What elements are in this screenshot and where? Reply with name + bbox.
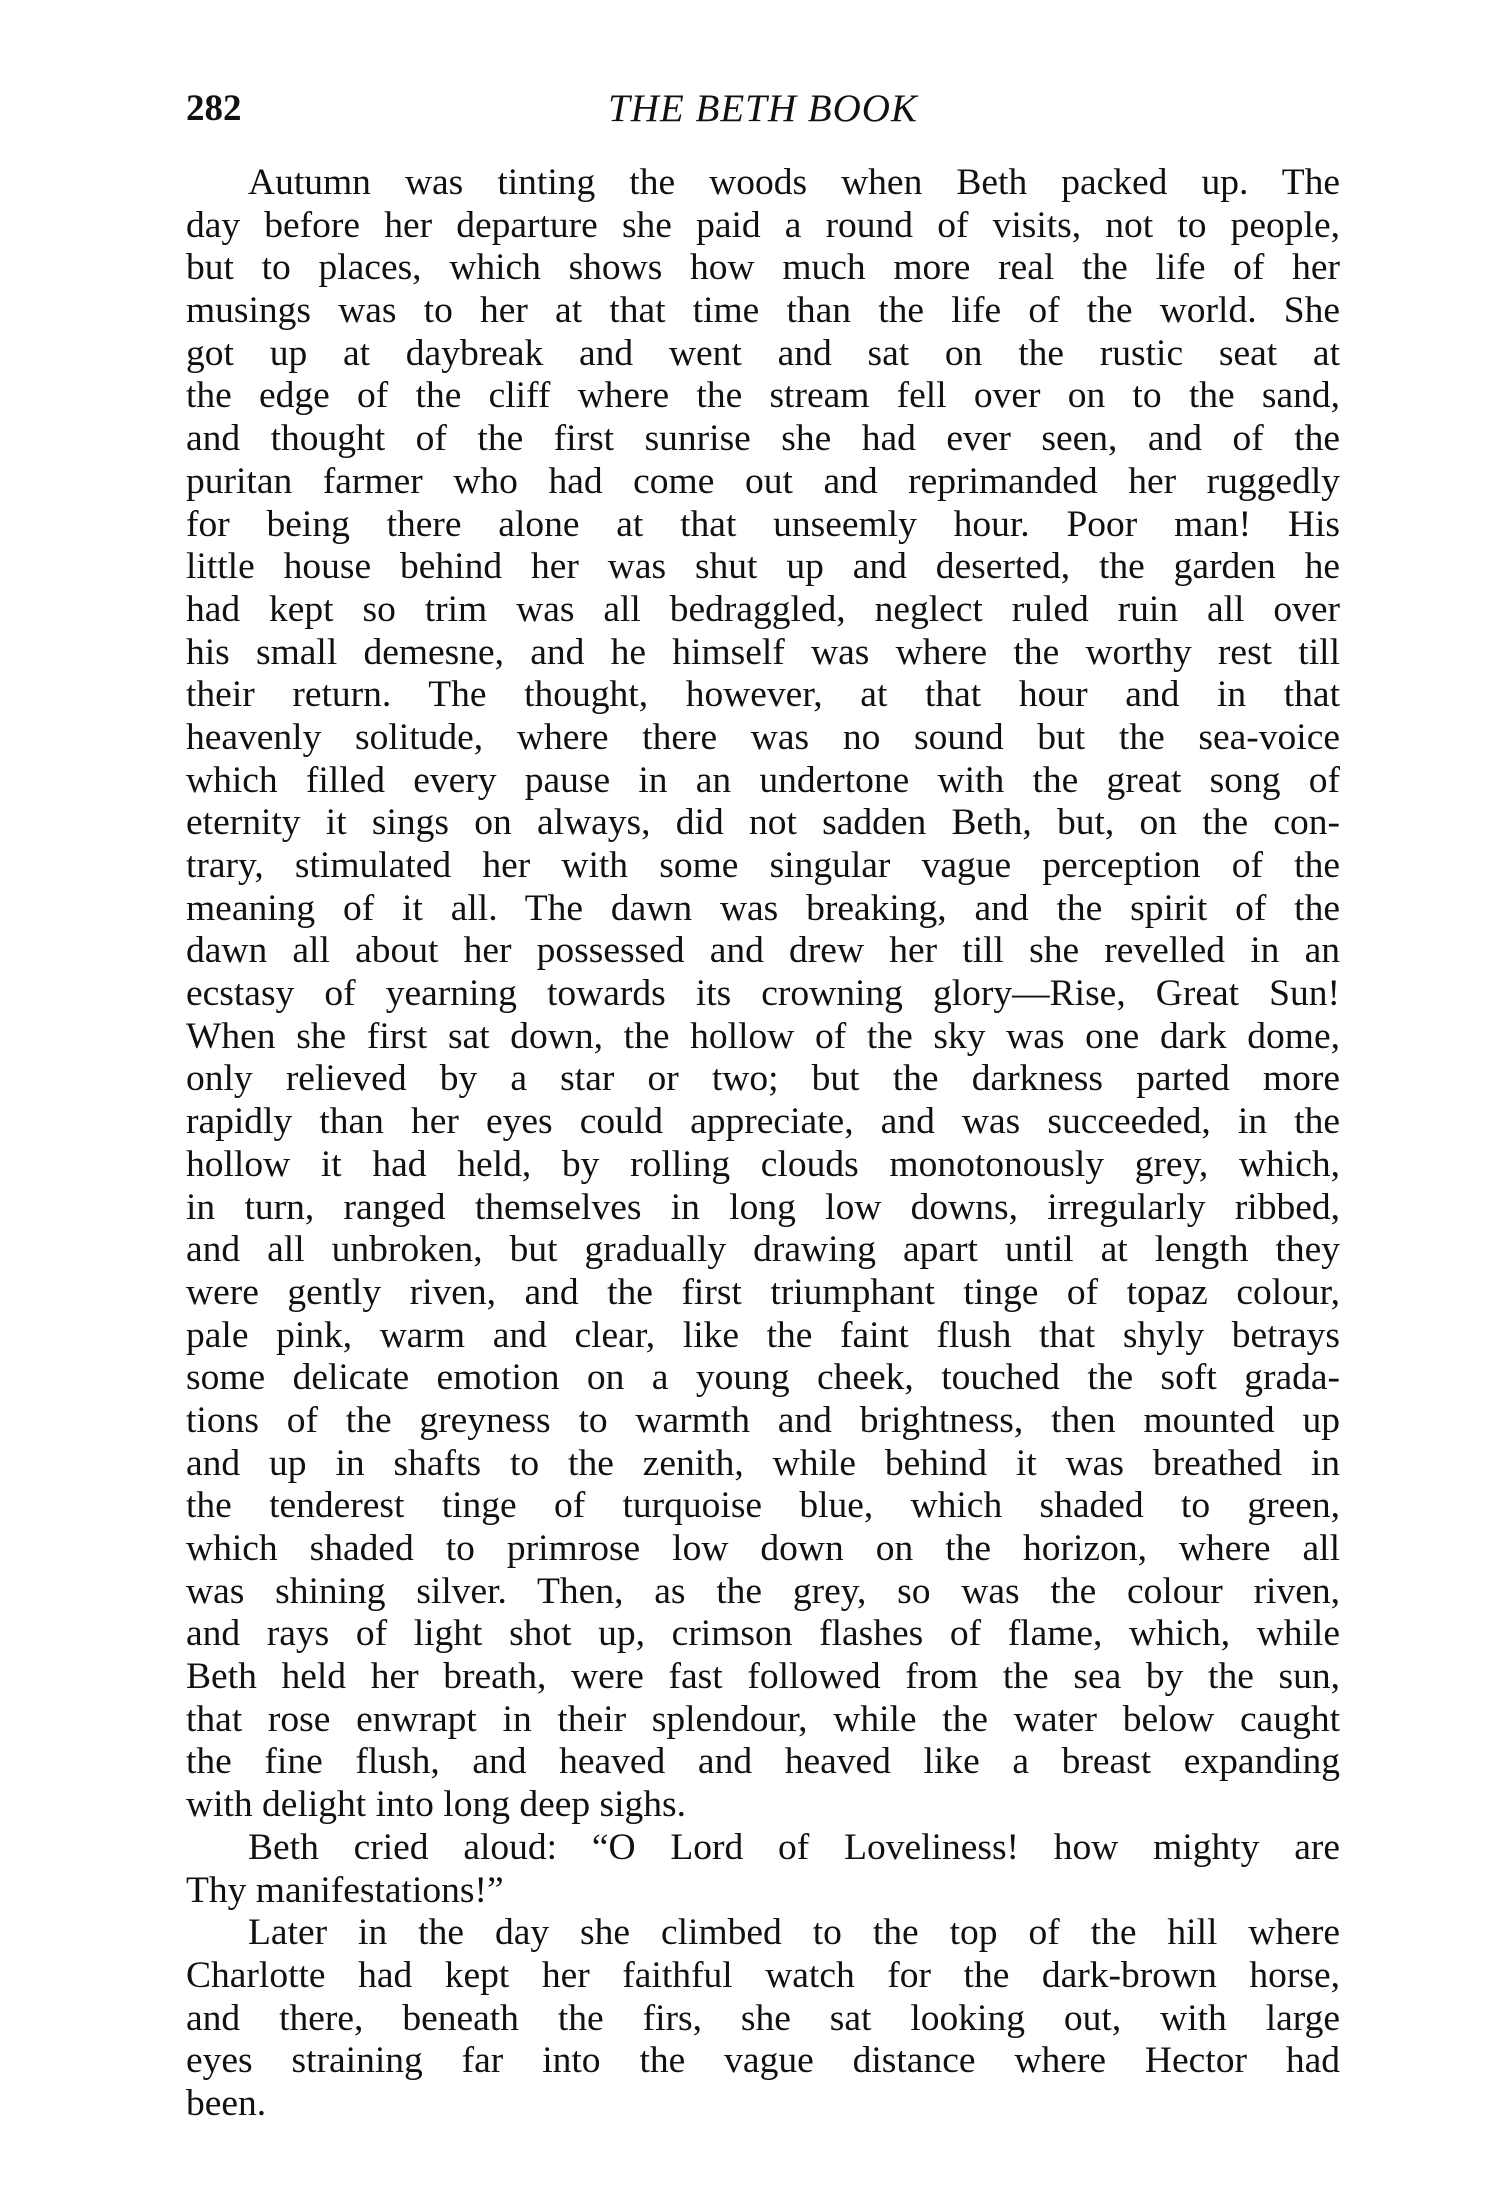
text-line: and rays of light shot up, crimson flashes of flame, which, while [186, 1613, 1340, 1655]
text-line: Thy manifestations!” [186, 1869, 504, 1911]
body-text [186, 162, 1340, 2126]
text-line: dawn all about her possessed and drew her till she revelled in an [186, 930, 1340, 972]
text-line: with delight into long deep sighs. [186, 1784, 686, 1826]
text-line: eyes straining far into the vague distance where Hector had [186, 2040, 1340, 2082]
text-line: day before her departure she paid a round of visits, not to people, [186, 204, 1340, 246]
paragraph [186, 1912, 1340, 2125]
page-number: 282 [186, 88, 242, 129]
text-line: that rose enwrapt in their splendour, while the water below caught [186, 1698, 1340, 1740]
paragraph [186, 1827, 1340, 1912]
text-line: Later in the day she climbed to the top of the hill where [248, 1912, 1340, 1954]
text-line: little house behind her was shut up and deserted, the garden he [186, 546, 1340, 588]
running-title: THE BETH BOOK [608, 87, 918, 130]
text-line: been. [186, 2082, 267, 2124]
text-line: trary, stimulated her with some singular vague perception of the [186, 845, 1340, 886]
text-line: Autumn was tinting the woods when Beth packed up. The [248, 162, 1340, 203]
text-line: his small demesne, and he himself was where the worthy rest till [186, 631, 1340, 673]
text-line: but to places, which shows how much more real the life of her [186, 247, 1340, 289]
text-line: and thought of the first sunrise she had ever seen, and of the [186, 418, 1340, 460]
paragraph [186, 162, 1340, 1827]
text-line: for being there alone at that unseemly hour. Poor man! His [186, 503, 1340, 545]
text-line: some delicate emotion on a young cheek, touched the soft grada- [186, 1357, 1340, 1399]
text-line: the tenderest tinge of turquoise blue, which shaded to green, [186, 1485, 1340, 1527]
text-line: were gently riven, and the first triumphant tinge of topaz colour, [186, 1271, 1340, 1313]
text-line: When she first sat down, the hollow of the sky was one dark dome, [186, 1015, 1340, 1057]
text-line: which shaded to primrose low down on the horizon, where all [186, 1528, 1340, 1569]
text-line: pale pink, warm and clear, like the faint flush that shyly betrays [186, 1314, 1340, 1356]
text-line: musings was to her at that time than the life of the world. She [186, 290, 1340, 332]
text-line: meaning of it all. The dawn was breaking, and the spirit of the [186, 887, 1340, 929]
text-line: was shining silver. Then, as the grey, so was the colour riven, [186, 1570, 1340, 1612]
text-line: and all unbroken, but gradually drawing apart until at length they [186, 1229, 1340, 1271]
text-line: the fine flush, and heaved and heaved like a breast expanding [186, 1741, 1340, 1783]
text-line: Charlotte had kept her faithful watch for the dark-brown horse, [186, 1954, 1340, 1996]
text-line: puritan farmer who had come out and reprimanded her ruggedly [186, 460, 1340, 502]
text-line: eternity it sings on always, did not sadden Beth, but, on the con- [186, 802, 1340, 844]
text-line: and there, beneath the firs, she sat looking out, with large [186, 1997, 1340, 2039]
text-line: only relieved by a star or two; but the darkness parted more [186, 1058, 1340, 1100]
text-line: which filled every pause in an undertone with the great song of [186, 759, 1340, 801]
text-line: tions of the greyness to warmth and brightness, then mounted up [186, 1399, 1340, 1441]
text-line: ecstasy of yearning towards its crowning glory—Rise, Great Sun! [186, 973, 1340, 1015]
text-line: in turn, ranged themselves in long low downs, irregularly ribbed, [186, 1186, 1340, 1228]
text-line: rapidly than her eyes could appreciate, and was succeeded, in the [186, 1101, 1340, 1143]
text-line: got up at daybreak and went and sat on the rustic seat at [186, 332, 1340, 374]
text-line: their return. The thought, however, at that hour and in that [186, 674, 1340, 716]
text-line: heavenly solitude, where there was no sound but the sea-voice [186, 716, 1340, 758]
text-line: Beth cried aloud: “O Lord of Loveliness! how mighty are [248, 1826, 1340, 1868]
running-head [186, 84, 1340, 134]
text-line: the edge of the cliff where the stream fell over on to the sand, [186, 375, 1340, 417]
text-line: had kept so trim was all bedraggled, neglect ruled ruin all over [186, 588, 1340, 630]
text-line: Beth held her breath, were fast followed from the sea by the sun, [186, 1656, 1340, 1698]
text-line: hollow it had held, by rolling clouds monotonously grey, which, [186, 1143, 1340, 1185]
text-line: and up in shafts to the zenith, while behind it was breathed in [186, 1442, 1340, 1484]
